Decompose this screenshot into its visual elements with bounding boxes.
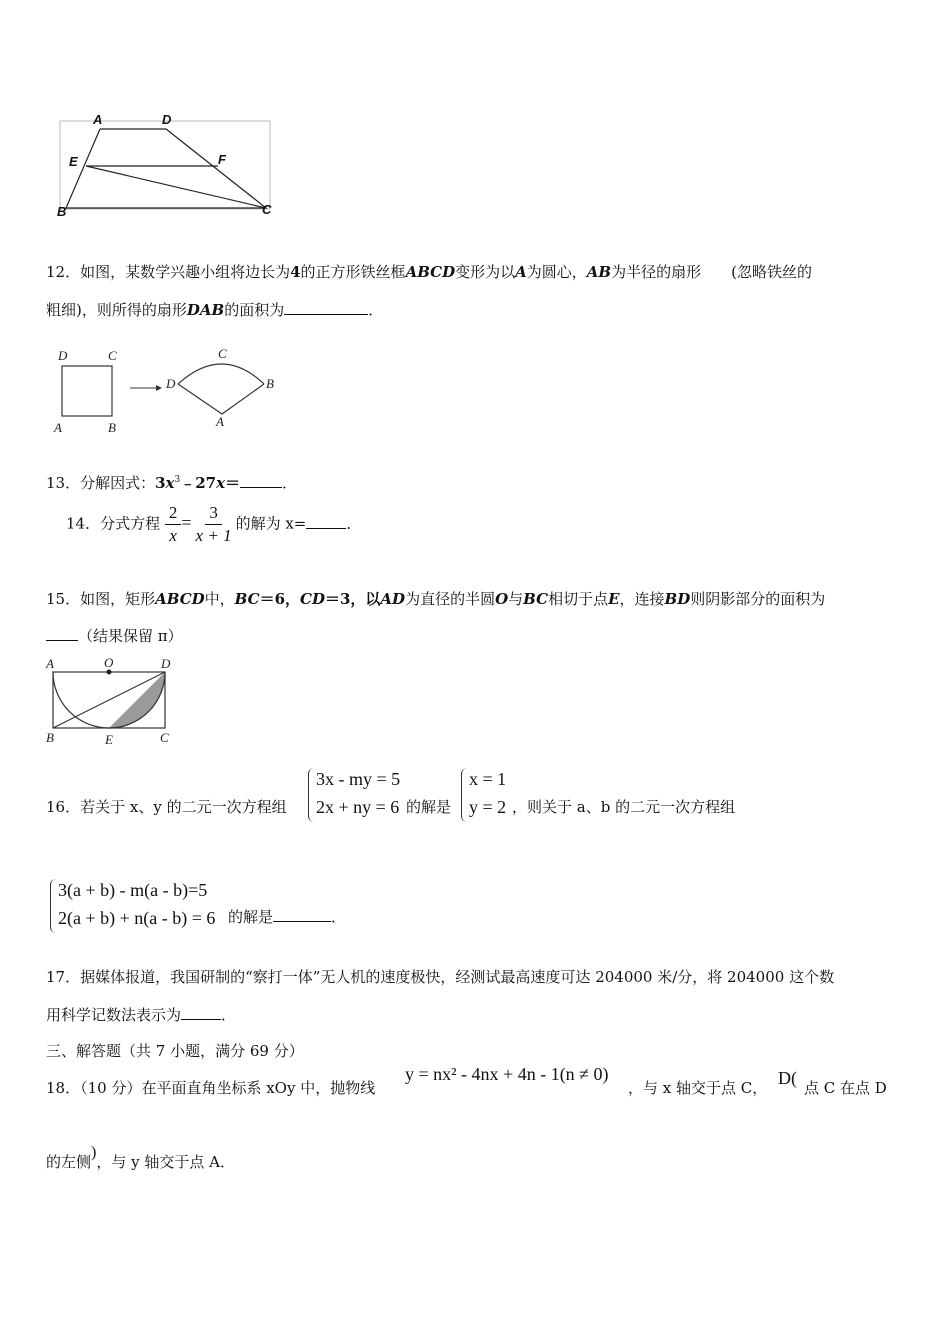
question-15-line1: 15．如图，矩形ABCD中，BC＝6，CD＝3，以AD为直径的半圆O与BC相切于点E，连接BD则阴影部分的面积为 (46, 590, 826, 608)
rectangle-semicircle-figure (42, 654, 182, 746)
answer-blank-17[interactable] (181, 1005, 221, 1020)
question-12-line1: 12．如图，某数学兴趣小组将边长为4的正方形铁丝框ABCD变形为以A为圆心，AB为半径的扇形 (忽略铁丝的 (46, 263, 812, 281)
question-16-text-d: 的解是 ． (228, 908, 347, 926)
label-d-sector: D (166, 376, 176, 391)
square (62, 366, 112, 416)
question-18-text-c: 点 C 在点 D (804, 1079, 887, 1097)
fraction-right: $\frac{3}{x + 1}$ (195, 503, 232, 545)
question-15-line2: （结果保留 π） (46, 626, 183, 646)
question-14: 14．分式方程 $\frac{2}{x}$ = $\frac{3}{x + 1}$ 的解为 x= ． (66, 503, 362, 545)
parabola-formula: y = nx² - 4nx + 4n - 1(n ≠ 0) (405, 1064, 609, 1084)
question-18-line2: 的左侧)，与 y 轴交于点 A． (46, 1144, 235, 1171)
label-e: E (105, 732, 113, 747)
label-c: C (160, 730, 169, 745)
sector-radii (178, 384, 264, 414)
question-17-line2: 用科学记数法表示为 ． (46, 1006, 237, 1024)
trapezoid-figure (56, 112, 280, 224)
question-16-line1: 16．若关于 x、y 的二元一次方程组 (46, 798, 287, 816)
answer-blank-14[interactable] (306, 514, 346, 529)
answer-blank-12[interactable] (284, 300, 368, 315)
sector-arc (178, 364, 264, 384)
label-c: C (108, 348, 117, 363)
section-title: 三、解答题（共 7 小题，满分 69 分） (46, 1042, 304, 1060)
answer-blank-15[interactable] (46, 626, 78, 641)
equation-system-1: 3x - my = 5 2x + ny = 6 (316, 769, 401, 817)
label-a: A (54, 420, 62, 435)
label-d: D (58, 348, 68, 363)
fraction-left: $\frac{2}{x}$ (165, 502, 182, 547)
brace-system-2 (50, 879, 57, 933)
label-b: B (108, 420, 116, 435)
trapezoid-diagram (56, 112, 280, 224)
label-d: D (162, 112, 172, 127)
label-a: A (46, 656, 54, 671)
square-to-sector-figure (50, 344, 290, 436)
question-12-line2: 粗细)，则所得的扇形DAB的面积为 ． (46, 301, 384, 319)
label-b: B (57, 204, 67, 219)
figure-frame (60, 121, 270, 209)
label-a: A (93, 112, 103, 127)
question-13: 13．分解因式：$3x^3﹣27x=$ ． (46, 474, 298, 492)
label-d: D (161, 656, 171, 671)
question-16-text-c: ，则关于 a、b 的二元一次方程组 (512, 798, 736, 816)
question-17-line1: 17．据媒体报道，我国研制的“察打一体”无人机的速度极快，经测试最高速度可达 204000 米/分，将 204000 这个数 (46, 968, 835, 986)
label-e: E (69, 154, 78, 169)
arrow-head (156, 385, 162, 391)
brace-system-1 (308, 768, 315, 822)
answer-blank-13[interactable] (240, 473, 282, 488)
point-d-open: D( (778, 1068, 797, 1088)
equation-system-2: 3(a + b) - m(a - b)=5 2(a + b) + n(a - b) = 6 (58, 880, 216, 928)
question-16-text-b: 的解是 (406, 798, 452, 816)
label-f: F (218, 152, 226, 167)
solution-system: x = 1 y = 2 (469, 769, 507, 817)
label-o: O (104, 655, 114, 670)
brace-solution (461, 768, 468, 822)
question-18-text-b: ，与 x 轴交于点 C， (628, 1079, 768, 1097)
shaded-region (109, 672, 165, 728)
label-c: C (262, 202, 272, 217)
label-c-sector: C (218, 346, 227, 361)
question-18-text-a: 18．（10 分）在平面直角坐标系 xOy 中，抛物线 (46, 1079, 376, 1097)
label-b-sector: B (266, 376, 274, 391)
label-b: B (46, 730, 54, 745)
answer-blank-16[interactable] (273, 907, 331, 922)
label-a-sector: A (216, 414, 224, 429)
